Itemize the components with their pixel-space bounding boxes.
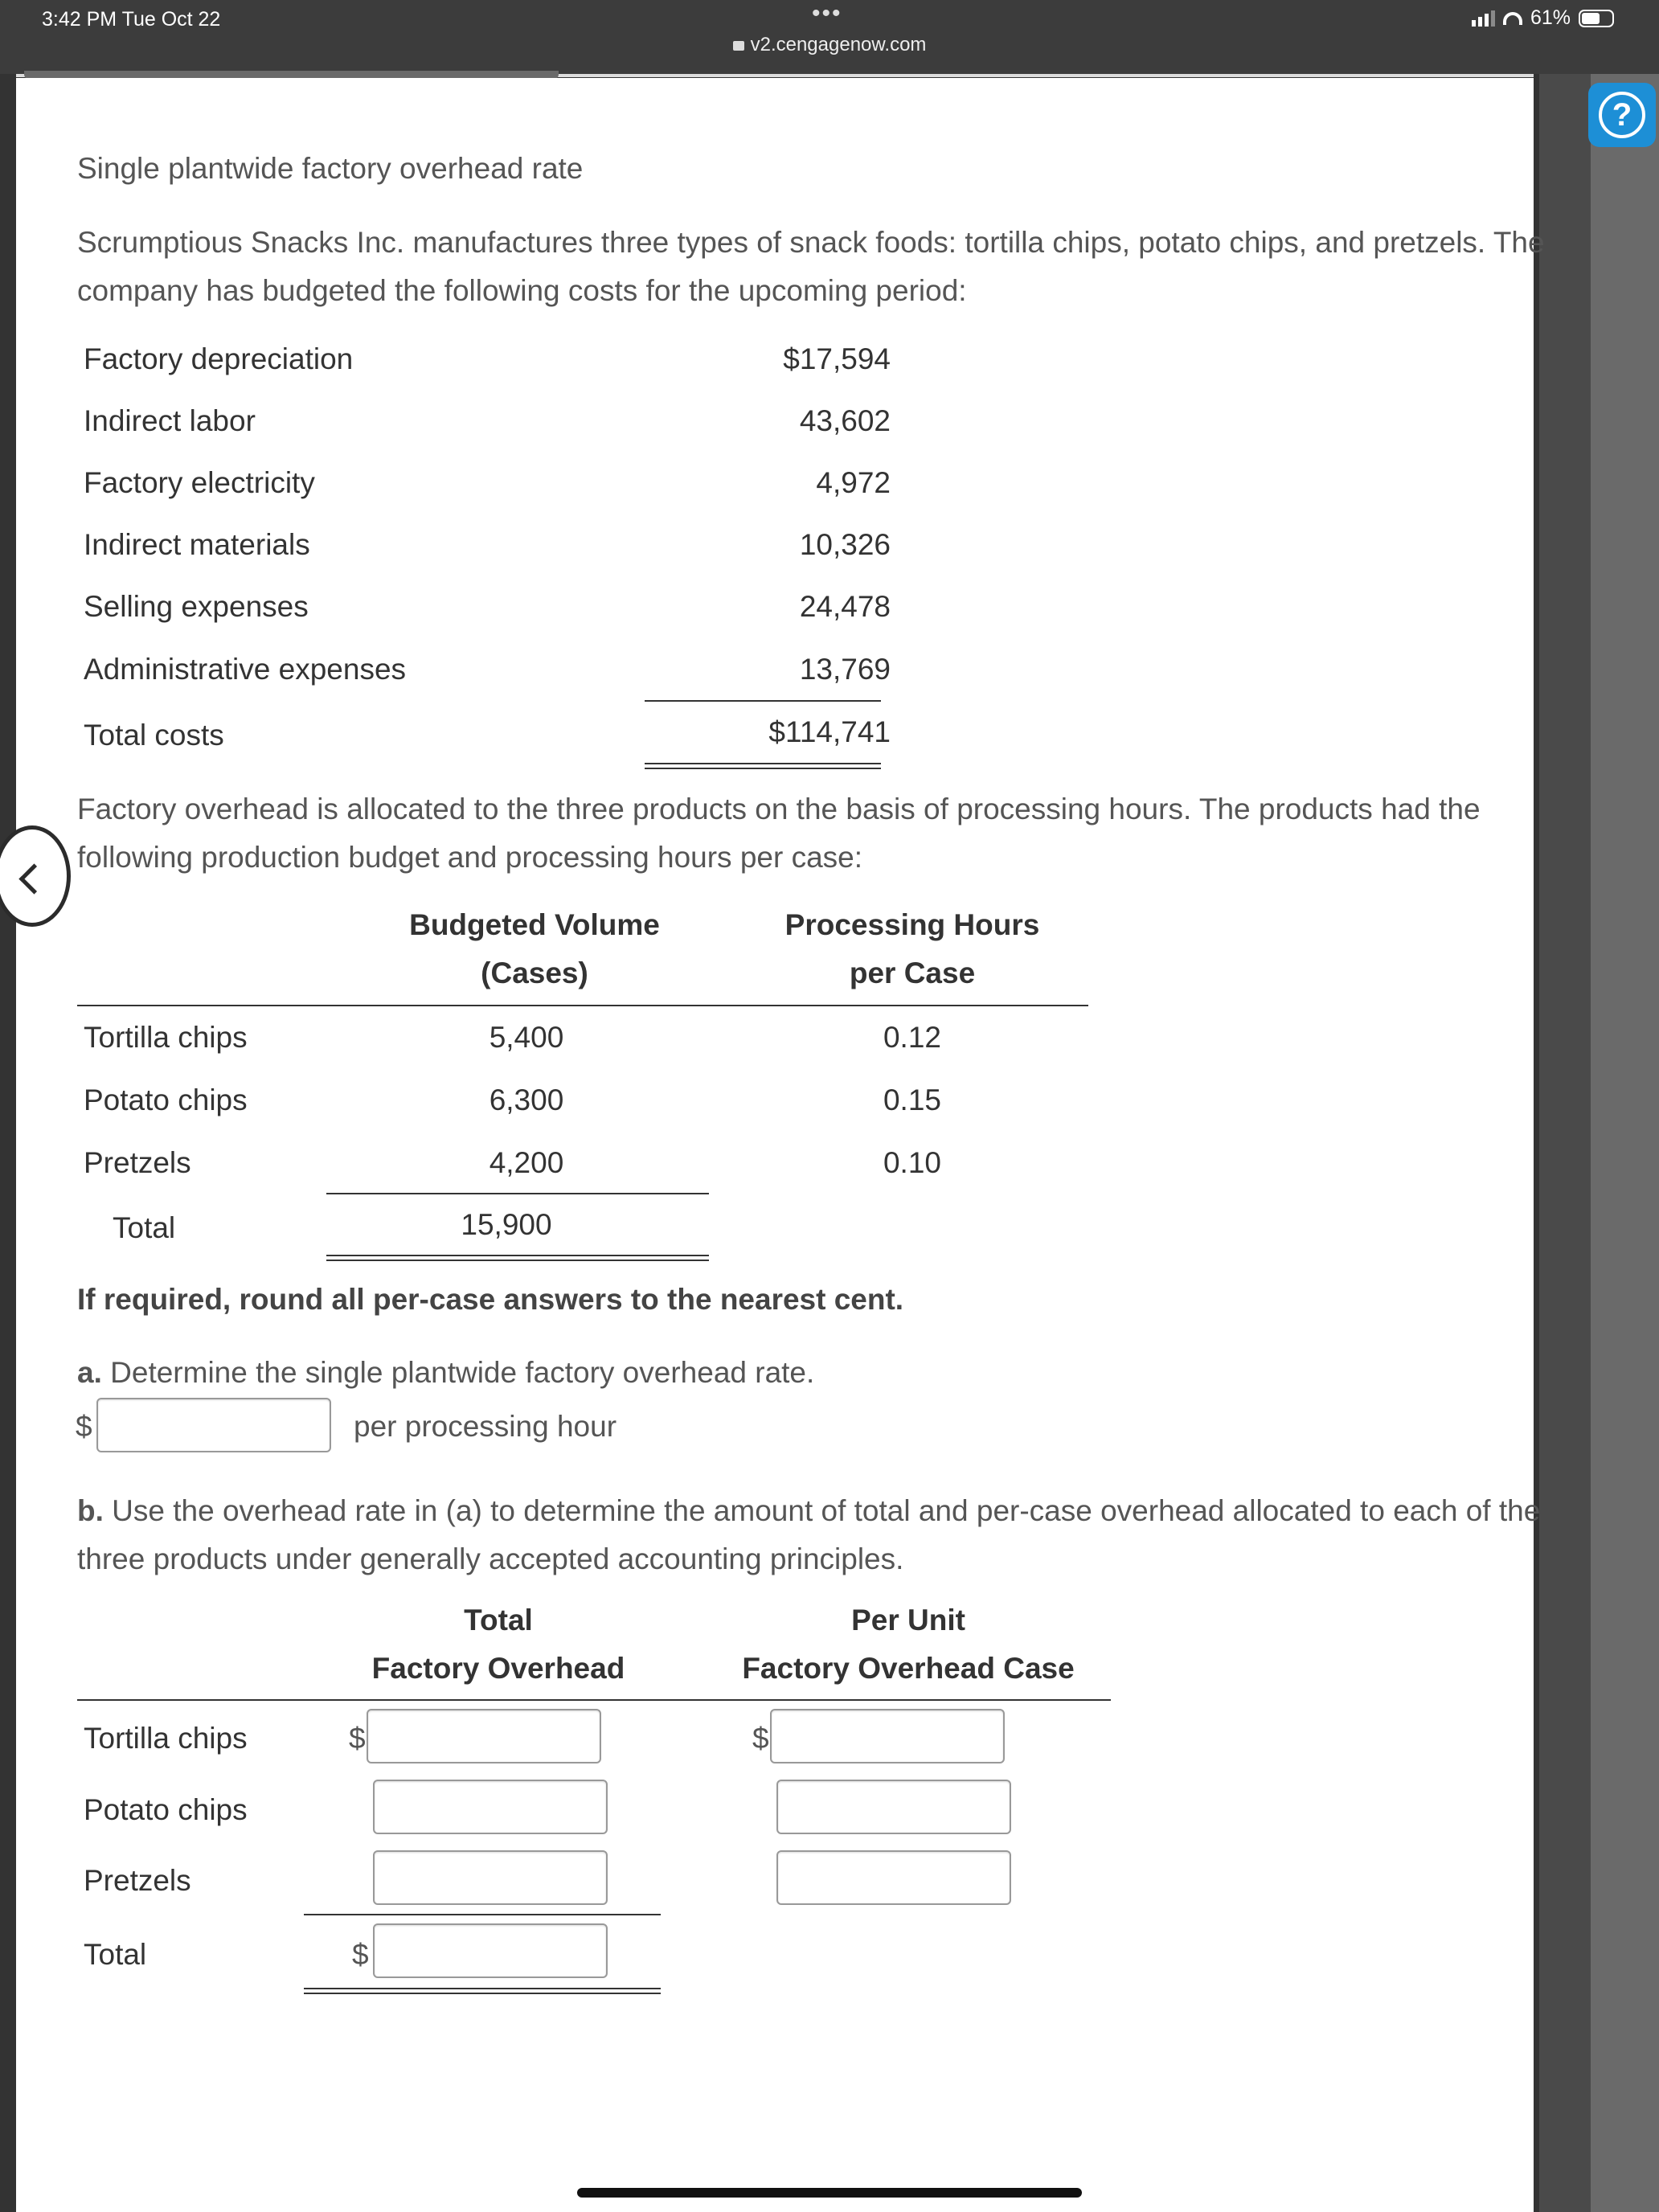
subtotal-rule <box>645 700 881 702</box>
back-button[interactable] <box>0 825 71 927</box>
cost-label: Indirect labor <box>84 404 256 437</box>
cost-value: 24,478 <box>799 590 891 623</box>
signal-icon <box>1472 10 1495 27</box>
total-label: Total <box>113 1211 176 1244</box>
dollar-sign: $ <box>76 1410 92 1443</box>
question-icon: ? <box>1599 92 1645 138</box>
status-bar <box>0 0 1659 74</box>
header-rule <box>77 1005 1088 1006</box>
total-overhead-input[interactable] <box>367 1709 601 1763</box>
part-a-question <box>77 1356 814 1390</box>
subtotal-rule <box>326 1193 709 1194</box>
per-unit-header-sub: Factory Overhead Case <box>742 1652 1075 1685</box>
cost-value: 4,972 <box>816 466 891 499</box>
total-overhead-header: Total <box>464 1604 533 1636</box>
status-time: 3:42 PM Tue Oct 22 <box>42 8 221 31</box>
total-double-rule <box>304 1988 661 1994</box>
part-a-text: Determine the single plantwide factory overhead rate. <box>110 1356 815 1389</box>
url-bar[interactable] <box>0 34 1659 56</box>
chevron-left-icon <box>18 863 49 894</box>
status-indicators <box>1472 6 1614 30</box>
content-page <box>16 78 1545 2212</box>
part-b-question <box>77 1487 1556 1583</box>
hours-header: Processing Hours <box>784 908 1040 941</box>
subtotal-rule <box>304 1914 661 1915</box>
total-costs-label: Total costs <box>84 719 224 752</box>
dollar-sign: $ <box>752 1722 769 1755</box>
total-double-rule <box>645 763 881 769</box>
total-double-rule <box>326 1255 709 1261</box>
battery-percent: 61% <box>1530 6 1571 29</box>
volume-header: Budgeted Volume <box>409 908 660 941</box>
total-overhead-input[interactable] <box>373 1780 608 1834</box>
volume-value: 4,200 <box>489 1146 564 1179</box>
more-dots-icon[interactable]: ••• <box>812 0 842 27</box>
hours-value: 0.12 <box>883 1021 941 1054</box>
total-costs-value: $114,741 <box>768 715 891 748</box>
product-label: Tortilla chips <box>84 1021 248 1054</box>
cost-label: Selling expenses <box>84 590 309 623</box>
cost-label: Factory depreciation <box>84 342 354 375</box>
cost-label: Indirect materials <box>84 528 310 561</box>
rate-unit-label: per processing hour <box>354 1410 617 1443</box>
total-overhead-header-sub: Factory Overhead <box>371 1652 625 1685</box>
hours-header-sub: per Case <box>849 956 976 989</box>
lock-icon <box>733 41 744 51</box>
per-unit-header: Per Unit <box>851 1604 965 1636</box>
allocation-text: Factory overhead is allocated to the three products on the basis of processing hours. The products had the following production budget and processing hours per case: <box>77 793 1481 874</box>
home-indicator[interactable] <box>577 2188 1082 2198</box>
header-rule <box>77 1699 1111 1701</box>
rounding-note: If required, round all per-case answers to the nearest cent. <box>77 1283 904 1316</box>
page-title: Single plantwide factory overhead rate <box>77 152 584 185</box>
dollar-sign: $ <box>352 1938 369 1971</box>
product-label: Tortilla chips <box>84 1722 248 1755</box>
cost-value: $17,594 <box>783 342 891 375</box>
total-label: Total <box>84 1938 147 1971</box>
total-overhead-input[interactable] <box>373 1850 608 1905</box>
per-case-input[interactable] <box>770 1709 1005 1763</box>
dollar-sign: $ <box>349 1722 366 1755</box>
product-label: Pretzels <box>84 1864 191 1897</box>
right-sidebar <box>1539 74 1659 2212</box>
volume-value: 6,300 <box>489 1083 564 1116</box>
part-b-letter: b. <box>77 1494 104 1527</box>
volume-value: 5,400 <box>489 1021 564 1054</box>
part-b-text: Use the overhead rate in (a) to determine the amount of total and per-case overhead allocated to each of the three products under generally accepted accounting principles. <box>77 1494 1541 1575</box>
product-label: Potato chips <box>84 1083 248 1116</box>
per-case-input[interactable] <box>776 1850 1011 1905</box>
cost-value: 43,602 <box>799 404 891 437</box>
part-a-letter: a. <box>77 1356 102 1389</box>
product-label: Pretzels <box>84 1146 191 1179</box>
cost-value: 13,769 <box>799 653 891 686</box>
product-label: Potato chips <box>84 1793 248 1826</box>
intro-text: Scrumptious Snacks Inc. manufactures three types of snack foods: tortilla chips, potato chips, and pretzels. The company has budgeted the following costs for the upcoming period: <box>77 226 1545 307</box>
wifi-icon <box>1503 12 1522 25</box>
url-text: v2.cengagenow.com <box>750 34 927 55</box>
cost-label: Administrative expenses <box>84 653 407 686</box>
total-overhead-total-input[interactable] <box>373 1923 608 1978</box>
hours-value: 0.15 <box>883 1083 941 1116</box>
rate-input[interactable] <box>96 1398 331 1452</box>
total-volume: 15,900 <box>461 1208 552 1241</box>
volume-header-sub: (Cases) <box>481 956 588 989</box>
battery-icon <box>1579 10 1614 27</box>
per-case-input[interactable] <box>776 1780 1011 1834</box>
cost-value: 10,326 <box>799 528 891 561</box>
hours-value: 0.10 <box>883 1146 941 1179</box>
help-button[interactable] <box>1588 83 1656 147</box>
cost-label: Factory electricity <box>84 466 315 499</box>
